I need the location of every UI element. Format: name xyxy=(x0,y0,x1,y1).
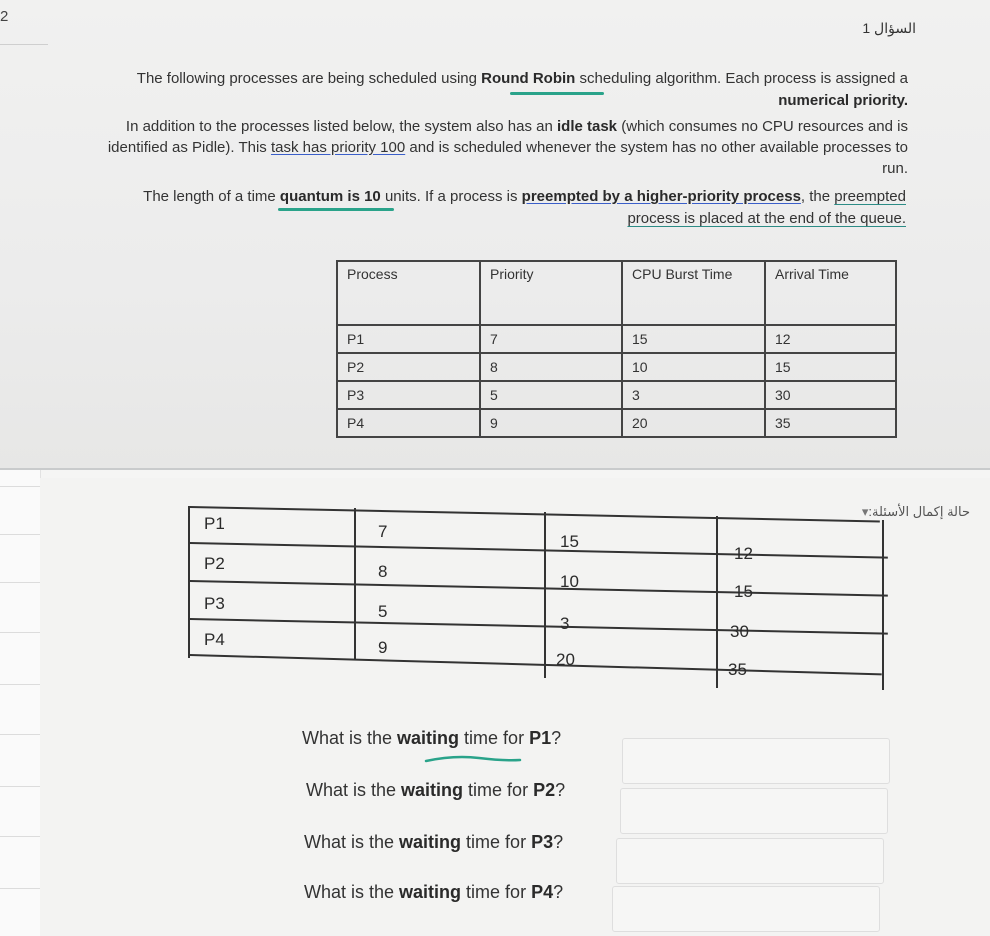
table-cell: P1 xyxy=(204,514,225,533)
table-cell: 20 xyxy=(622,409,765,437)
text-run: What is the xyxy=(302,728,398,748)
table-cell: 12 xyxy=(765,325,896,353)
table-rule xyxy=(190,618,888,635)
table-cell: 7 xyxy=(480,325,622,353)
question-p1 xyxy=(302,728,561,749)
bold-run: waiting xyxy=(399,832,462,852)
table-cell: 3 xyxy=(622,381,765,409)
photographed-table xyxy=(190,506,890,690)
bold-run: P4 xyxy=(531,882,554,902)
table-rule xyxy=(882,520,884,690)
answer-input-p3[interactable] xyxy=(616,838,884,884)
table-cell: 9 xyxy=(480,409,622,437)
text-run: ? xyxy=(553,832,564,852)
column-header: Arrival Time xyxy=(765,261,896,325)
table-cell: 15 xyxy=(765,353,896,381)
intro-paragraph-2 xyxy=(100,116,908,179)
table-cell: 15 xyxy=(734,582,753,601)
underlined-run: preempted process is placed at the end of the queue. xyxy=(627,188,906,227)
chevron-down-icon: ▾ xyxy=(861,504,869,519)
column-header: Priority xyxy=(480,261,622,325)
divider xyxy=(0,836,40,837)
table-cell: P2 xyxy=(337,353,480,381)
column-header: Process xyxy=(337,261,480,325)
question-p3 xyxy=(304,832,563,853)
answer-input-p1[interactable] xyxy=(622,738,890,784)
bold-run: idle task xyxy=(557,118,618,135)
table-cell: P3 xyxy=(337,381,480,409)
question-label: السؤال 1 xyxy=(862,20,916,36)
text-run: The length of a time xyxy=(143,188,280,205)
question-p2 xyxy=(306,780,565,801)
table-cell: 30 xyxy=(730,622,749,641)
divider xyxy=(0,734,40,735)
text-run: What is the xyxy=(304,882,400,902)
divider xyxy=(0,786,40,787)
text-run: What is the xyxy=(306,780,402,800)
divider xyxy=(0,632,40,633)
table-row xyxy=(337,381,896,409)
underlined-run: task has priority 100 xyxy=(270,139,406,156)
bold-run: P3 xyxy=(531,832,554,852)
process-table xyxy=(336,260,897,438)
table-cell: 7 xyxy=(378,522,388,541)
text-run: What is the xyxy=(304,832,400,852)
table-cell: 12 xyxy=(734,544,753,563)
table-rule xyxy=(716,516,718,688)
divider xyxy=(0,888,40,889)
highlight-underline xyxy=(510,92,604,95)
divider xyxy=(0,44,48,45)
bold-run: numerical priority. xyxy=(778,92,908,109)
table-cell: 8 xyxy=(480,353,622,381)
table-cell: 10 xyxy=(622,353,765,381)
table-cell: 8 xyxy=(378,562,388,581)
table-cell: 15 xyxy=(560,532,579,551)
bold-run: preempted by a higher-priority process xyxy=(521,188,801,205)
table-row xyxy=(337,409,896,437)
question-p4 xyxy=(304,882,563,903)
intro-paragraph-3 xyxy=(104,186,906,230)
divider xyxy=(0,582,40,583)
question-screenshot-bottom xyxy=(0,470,990,936)
table-rule xyxy=(544,512,546,678)
handwritten-underline xyxy=(424,754,522,764)
divider xyxy=(0,534,40,535)
text-run: units. If a process is xyxy=(380,188,522,205)
table-cell: P3 xyxy=(204,594,225,613)
text-run: ? xyxy=(553,882,564,902)
highlight-underline xyxy=(278,208,394,211)
bold-run: Round Robin xyxy=(481,70,576,87)
corner-number: 2 xyxy=(0,8,9,25)
table-cell: 5 xyxy=(480,381,622,409)
table-rule xyxy=(190,506,880,522)
text-run: (which consumes no CPU resources and is identified as Pidle). This xyxy=(107,118,908,156)
bold-run: P1 xyxy=(529,728,552,748)
text-run: and is scheduled whenever the system has no other available processes to run. xyxy=(405,139,908,177)
table-cell: 20 xyxy=(556,650,575,669)
divider xyxy=(0,684,40,685)
text-run: ? xyxy=(551,728,562,748)
table-rule xyxy=(188,506,190,658)
text-run: , the xyxy=(800,188,835,205)
bold-run: P2 xyxy=(533,780,556,800)
table-cell: P1 xyxy=(337,325,480,353)
table-header-row xyxy=(337,261,896,325)
text-run: In addition to the processes listed below, the system also has an xyxy=(125,118,557,135)
table-row xyxy=(337,325,896,353)
completion-status-label: حالة إكمال الأسئلة: xyxy=(868,504,970,519)
table-cell: P4 xyxy=(204,630,225,649)
table-cell: P2 xyxy=(204,554,225,573)
text-run: ? xyxy=(555,780,566,800)
text-run: time for xyxy=(459,728,530,748)
text-run: scheduling algorithm. Each process is assigned a xyxy=(575,70,908,87)
table-cell: 15 xyxy=(622,325,765,353)
answer-input-p4[interactable] xyxy=(612,886,880,932)
intro-paragraph-1 xyxy=(104,68,908,112)
text-run: time for xyxy=(463,780,534,800)
bold-run: waiting xyxy=(401,780,464,800)
table-cell: 30 xyxy=(765,381,896,409)
table-rule xyxy=(354,508,356,660)
text-run: The following processes are being scheduled using xyxy=(136,70,482,87)
table-cell: 35 xyxy=(765,409,896,437)
table-rule xyxy=(190,654,882,675)
bold-run: quantum is 10 xyxy=(279,188,381,205)
text-run: time for xyxy=(461,882,532,902)
table-cell: 5 xyxy=(378,602,388,621)
answer-input-p2[interactable] xyxy=(620,788,888,834)
table-row xyxy=(337,353,896,381)
text-run: time for xyxy=(461,832,532,852)
bold-run: waiting xyxy=(399,882,462,902)
table-cell: 3 xyxy=(560,614,570,633)
table-rule xyxy=(190,580,888,597)
bold-run: waiting xyxy=(397,728,460,748)
notebook-margin xyxy=(0,470,41,936)
table-cell: 9 xyxy=(378,638,388,657)
divider xyxy=(0,486,40,487)
table-cell: 35 xyxy=(728,660,747,679)
table-cell: 10 xyxy=(560,572,579,591)
table-cell: P4 xyxy=(337,409,480,437)
column-header: CPU Burst Time xyxy=(622,261,765,325)
table-rule xyxy=(190,542,888,559)
